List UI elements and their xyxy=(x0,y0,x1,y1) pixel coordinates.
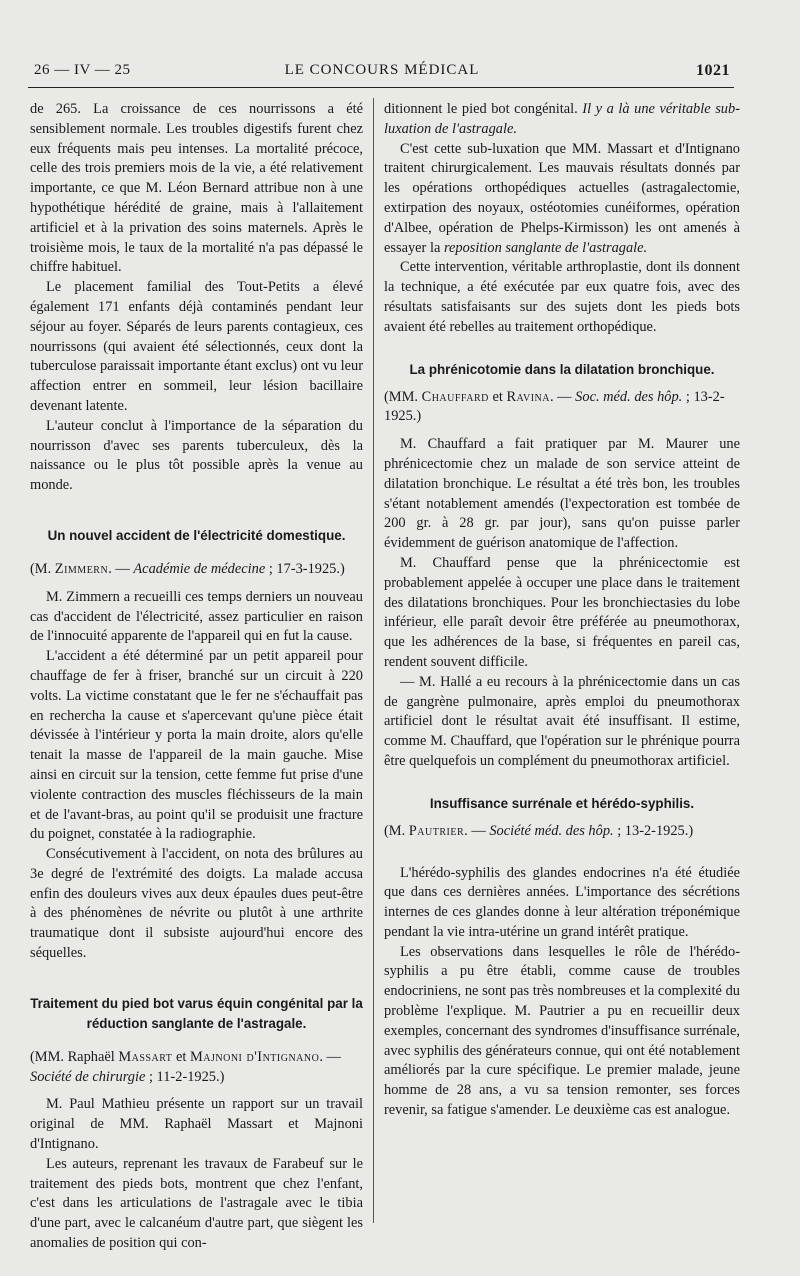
section-title-pied-bot: Traitement du pied bot varus équin congénital par la réduction sanglante de l'astragale. xyxy=(30,995,363,1031)
paragraph: Les observations dans lesquelles le rôle de l'hérédo-syphilis a pu être établi, comme cause de troubles endocriniens, ne sont pas très nombreuses et la complexité du problème l'explique. M. Pautrier a pu en recueillir deux exemples, concernant des syndromes d'insuffisance surrénale, avec syphilis des générateurs connue, qui ont été notablement améliorés par la cure spécifique. Le premier malade, jeune homme de 28 ans, a vu sa tension remonter, ses forces revenir, sa fatigue s'amender. Le deuxième cas est analogue. xyxy=(384,943,740,1119)
paragraph: M. Chauffard a fait pratiquer par M. Maurer une phrénicectomie chez un malade de son service atteint de dilatation bronchique. Le résultat a été très bon, les troubles s'étant notablement amendés (l'expectoration est tombée de 200 gr. à 28 gr. par jour), sans qu'on puisse parler évidemment de guérison anatomique de l'affection. xyxy=(384,436,740,552)
section-reference: (M. Pautrier. — Société méd. des hôp. ; 13-2-1925.) xyxy=(384,822,694,839)
paragraph: Cette intervention, véritable arthroplastie, dont ils donnent la technique, a été exécutée par eux quatre fois, avec des résultats satisfaisants sur des sujets dont les pieds bots avaient été rebelles au traitement orthopédique. xyxy=(384,259,740,335)
header-rule xyxy=(28,87,734,88)
journal-title: LE CONCOURS MÉDICAL xyxy=(284,62,480,78)
running-header xyxy=(34,62,730,84)
paragraph: M. Chauffard pense que la phrénicectomie est probablement appelée à occuper une place dans le traitement des dilatations bronchiques. Pour les bronchiectasies du lobe inférieur, elle paraît devoir être préférée au pneumothorax, que les adhérences de la base, si fréquentes en pareil cas, rendent souvent difficile. xyxy=(384,554,740,670)
paragraph: — M. Hallé a eu recours à la phrénicectomie dans un cas de gangrène pulmonaire, après emploi du pneumothorax artificiel dont le résultat avait été insuffisant. Il estime, comme M. Chauffard, que l'opération sur le phrénique pourra être quelquefois un complément du pneumothorax artificiel. xyxy=(384,673,740,769)
paragraph: L'accident a été déterminé par un petit appareil pour chauffage de fer à friser, branché sur un circuit à 220 volts. La victime constatant que le fer ne s'échauffait pas en rechercha la cause et s'apercevant qu'une pièce était dévissée à l'intérieur y porta la main droite, alors qu'elle tenait la masse de l'appareil de la main gauche. Mise ainsi en circuit sur la tension, cette femme fut prise d'une violente contraction des muscles fléchisseurs de la main et de l'avant-bras, au point qu'il se produisit une fracture du poignet, constatée à la radiographie. xyxy=(30,648,363,843)
paragraph: Les auteurs, reprenant les travaux de Farabeuf sur le traitement des pieds bots, montrent que chez l'enfant, c'est dans les articulations de l'astragale avec le tibia d'une part, avec le calcanéum d'autre part, que siègent les anomalies de position qui con- xyxy=(30,1155,363,1252)
paragraph: M. Zimmern a recueilli ces temps derniers un nouveau cas d'accident de l'électricité, assez particulier en raison de l'innocuité apparente de l'appareil qui en fut la cause. xyxy=(30,588,363,645)
paragraph: de 265. La croissance de ces nourrissons a été sensiblement normale. Les troubles digestifs furent chez eux fréquents mais peu intenses. La mortalité précoce, celle des trois premiers mois de la vie, a été relativement importante, ce que M. Léon Bernard attribue non à une hypothétique hérédité de graine, mais à l'allaitement artificiel et à la privation des soins maternels. Après le troisième mois, le taux de la mortalité n'a pas dépassé le chiffre habituel. xyxy=(30,101,363,276)
section-title-electricite: Un nouvel accident de l'électricité domestique. xyxy=(47,527,346,543)
paragraph: M. Paul Mathieu présente un rapport sur un travail original de MM. Raphaël Massart et Majnoni d'Intignano. xyxy=(30,1096,363,1153)
paragraph: Consécutivement à l'accident, on nota des brûlures au 3e degré de l'extrémité des doigts. La malade accusa enfin des douleurs vives aux deux épaules dues peut-être à des phénomènes de névrite ou plutôt à une arthrite traumatique dont il subsiste aujourd'hui encore des séquelles. xyxy=(30,846,363,962)
paragraph: Le placement familial des Tout-Petits a élevé également 171 enfants déjà contaminés pendant leur séjour au foyer. Séparés de leurs parents contagieux, ces nourrissons (qui avaient été sélectionnés, ceux dont la tuberculose paraissait importante étant exclus) ont vu leur affection entrer en sommeil, leur lésion bacillaire devenant latente. xyxy=(30,279,363,414)
section-reference: (M. Zimmern. — Académie de médecine ; 17-3-1925.) xyxy=(30,560,345,577)
issue-date: 26 — IV — 25 xyxy=(34,62,131,78)
section-reference: (MM. Chauffard et Ravina. — Soc. méd. des hôp. ; 13-2-1925.) xyxy=(384,388,725,425)
paragraph: L'hérédo-syphilis des glandes endocrines n'a été étudiée que dans ces dernières années. L'importance des sécrétions internes de ces glandes donne à leur altération tréponémique pendant la vie intra-utérine un grand intérêt pratique. xyxy=(384,864,740,940)
page-number: 1021 xyxy=(696,62,730,79)
right-column xyxy=(384,100,740,1121)
paragraph: L'auteur conclut à l'importance de la séparation du nourrisson d'avec ses parents tuberculeux, dès la naissance ou le plus tôt possible après la venue au monde. xyxy=(30,417,363,494)
paragraph: ditionnent le pied bot congénital. Il y a là une véritable sub-luxation de l'astragale. xyxy=(384,101,740,137)
section-title-insuffisance-surrenale: Insuffisance surrénale et hérédo-syphilis. xyxy=(429,795,695,811)
column-divider xyxy=(373,98,374,1223)
section-reference: (MM. Raphaël Massart et Majnoni d'Intignano. — Société de chirurgie ; 11-2-1925.) xyxy=(30,1048,341,1085)
left-column xyxy=(30,100,363,1254)
paragraph: C'est cette sub-luxation que MM. Massart et d'Intignano traitent chirurgicalement. Les mauvais résultats donnés par les opérations orthopédiques actuelles (astragalectomie, extirpation des noyaux, ostéotomies cunéiformes, opération d'Albee, opération de Phelps-Kirmisson) les ont amenés à essayer la reposition sanglante de l'astragale. xyxy=(384,140,740,256)
section-title-phrenicotomie: La phrénicotomie dans la dilatation bronchique. xyxy=(409,361,715,377)
